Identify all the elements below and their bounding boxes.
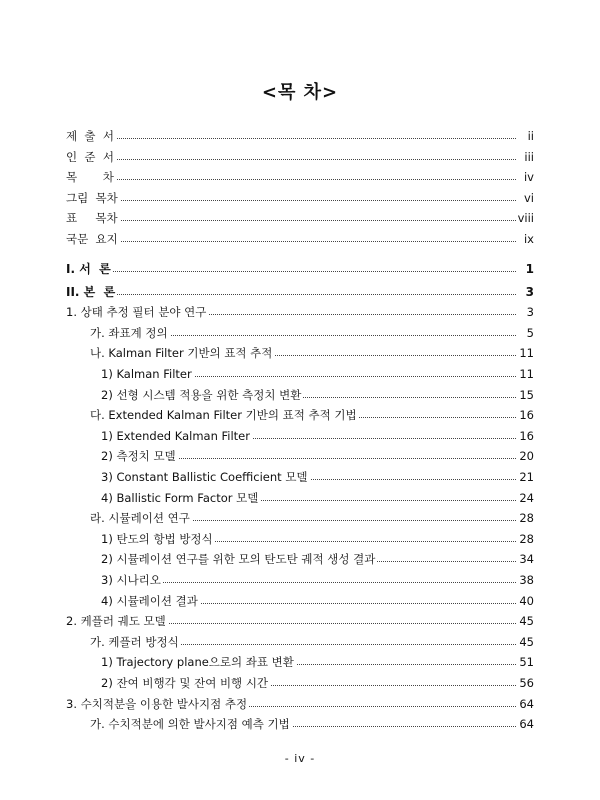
toc-entry xyxy=(0,427,600,445)
toc-entry-page: 3 xyxy=(526,305,534,320)
toc-entry xyxy=(0,612,600,630)
toc-entry-page: vi xyxy=(523,190,534,205)
toc-entry-label: 1) Kalman Filter xyxy=(101,367,192,381)
toc-entry-label: 3. 수치적분을 이용한 발사지점 추정 xyxy=(66,696,248,711)
toc-entry-label: 2) 시뮬레이션 연구를 위한 모의 탄도탄 궤적 생성 결과 xyxy=(101,552,376,567)
dot-leader xyxy=(101,582,516,583)
toc-entry xyxy=(0,189,600,207)
toc-entry-label: 2) 선형 시스템 적용을 위한 측정치 변환 xyxy=(101,387,302,402)
toc-entry xyxy=(0,715,600,733)
toc-entry-label: 목 차 xyxy=(66,170,114,184)
toc-entry xyxy=(0,550,600,568)
toc-entry xyxy=(0,168,600,186)
toc-entry-page: viii xyxy=(517,211,534,225)
toc-entry-page: 15 xyxy=(519,387,534,402)
toc-entry-page: ii xyxy=(527,129,534,143)
toc-entry xyxy=(0,530,600,548)
toc-entry-page: 64 xyxy=(519,717,534,732)
toc-entry-page: 64 xyxy=(519,696,534,711)
toc-entry xyxy=(0,303,600,321)
toc-entry xyxy=(0,447,600,465)
toc-entry xyxy=(0,571,600,589)
toc-entry-label: 4) Ballistic Form Factor 모델 xyxy=(101,490,259,505)
toc-entry-label: 제 출 서 xyxy=(66,129,114,143)
toc-entry xyxy=(0,674,600,692)
page-number-footer: - iv - xyxy=(284,752,316,765)
toc-entry-page: 40 xyxy=(519,593,534,608)
toc-entry-page: 11 xyxy=(519,367,534,381)
toc-entry xyxy=(0,468,600,486)
toc-entry-page: 16 xyxy=(519,408,534,423)
toc-entry xyxy=(0,324,600,342)
toc-entry xyxy=(0,386,600,404)
toc-entry-page: 16 xyxy=(519,428,534,443)
toc-entry-label: 국문 요지 xyxy=(66,231,118,246)
dot-leader xyxy=(66,241,516,242)
dot-leader xyxy=(66,220,516,221)
toc-entry xyxy=(0,653,600,671)
toc-entry-label: 1) Trajectory plane으로의 좌표 변환 xyxy=(101,655,294,670)
toc-entry-page: 1 xyxy=(525,262,534,276)
toc-entry-label: 가. 수치적분에 의한 발사지점 예측 기법 xyxy=(90,717,290,732)
toc-entry-page: 28 xyxy=(519,511,534,526)
toc-entry-page: 24 xyxy=(519,490,534,505)
toc-entry-page: ix xyxy=(523,231,534,246)
toc-entry-label: 3) Constant Ballistic Coefficient 모델 xyxy=(101,470,308,484)
toc-entry-label: 라. 시뮬레이션 연구 xyxy=(90,511,190,526)
toc-entry-label: 2) 측정치 모델 xyxy=(101,449,176,464)
toc-entry-page: 34 xyxy=(519,552,534,567)
toc-entry-label: 나. Kalman Filter 기반의 표적 추적 xyxy=(90,346,273,361)
toc-entry xyxy=(0,260,600,278)
toc-entry-label: 1) 탄도의 항법 방정식 xyxy=(101,531,213,546)
toc-entry-label: I. 서 론 xyxy=(66,262,111,276)
toc-entry-page: 56 xyxy=(519,676,534,690)
dot-leader xyxy=(66,294,516,295)
dot-leader xyxy=(66,179,516,180)
toc-entry xyxy=(0,230,600,248)
toc-entry-page: 11 xyxy=(519,346,534,361)
toc-entry-page: 45 xyxy=(519,614,534,629)
toc-entry-page: iii xyxy=(524,149,534,164)
toc-entry-page: iv xyxy=(523,170,534,184)
toc-entry xyxy=(0,592,600,610)
toc-entry xyxy=(0,344,600,362)
toc-entry-page: 20 xyxy=(519,449,534,464)
toc-entry-page: 51 xyxy=(519,655,534,670)
toc-entry-label: 표 목차 xyxy=(66,211,118,225)
toc-entry xyxy=(0,127,600,145)
toc-entry-page: 5 xyxy=(526,325,534,340)
toc-entry xyxy=(0,489,600,507)
toc-entry-label: 다. Extended Kalman Filter 기반의 표적 추적 기법 xyxy=(90,408,357,423)
toc-title: <목 차> xyxy=(261,82,339,103)
toc-entry-label: 3) 시나리오 xyxy=(101,573,161,587)
dot-leader xyxy=(66,200,516,201)
toc-entry-label: 2) 잔여 비행각 및 잔여 비행 시간 xyxy=(101,676,269,690)
dot-leader xyxy=(66,159,516,160)
toc-entry-label: 그림 목차 xyxy=(66,190,118,205)
toc-entry-page: 3 xyxy=(525,284,534,299)
toc-entry xyxy=(0,695,600,713)
toc-entry xyxy=(0,209,600,227)
toc-entry-label: 1) Extended Kalman Filter xyxy=(101,428,250,443)
dot-leader xyxy=(66,271,516,272)
toc-entry-page: 21 xyxy=(519,470,534,484)
toc-entry-label: 가. 좌표계 정의 xyxy=(90,325,168,340)
toc-entry-label: II. 본 론 xyxy=(66,284,116,299)
toc-entry xyxy=(0,148,600,166)
toc-entry xyxy=(0,633,600,651)
toc-entry-page: 38 xyxy=(519,573,534,587)
toc-entry xyxy=(0,406,600,424)
toc-entry-label: 인 준 서 xyxy=(66,149,114,164)
toc-entry-label: 2. 케플러 궤도 모델 xyxy=(66,614,166,629)
toc-entry-page: 45 xyxy=(519,634,534,649)
toc-entry-label: 4) 시뮬레이션 결과 xyxy=(101,593,198,608)
dot-leader xyxy=(66,138,516,139)
toc-entry xyxy=(0,283,600,301)
toc-entry-label: 가. 케플러 방정식 xyxy=(90,634,179,649)
toc-entry-page: 28 xyxy=(519,531,534,546)
toc-entry xyxy=(0,509,600,527)
toc-entry xyxy=(0,365,600,383)
toc-entry-label: 1. 상태 추정 필터 분야 연구 xyxy=(66,305,207,320)
